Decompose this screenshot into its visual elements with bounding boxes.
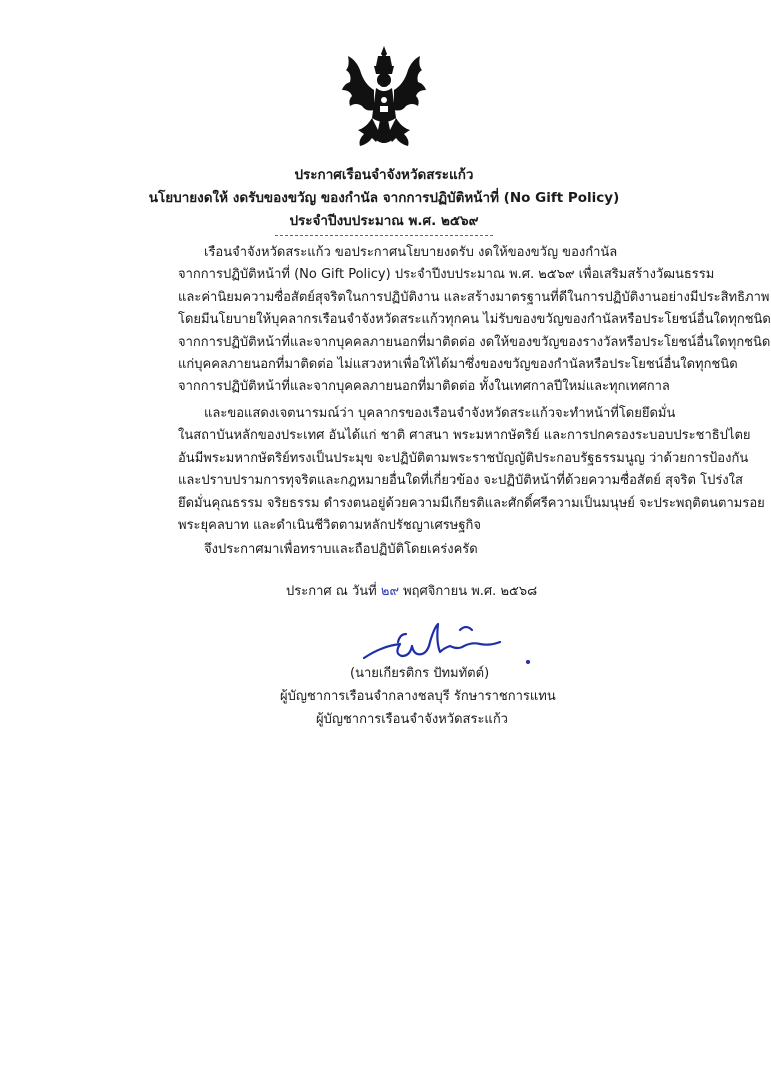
text-line: พระยุคลบาท และดำเนินชีวิตตามหลักปรัชญาเศรษฐกิจ (178, 518, 481, 534)
date-day: ๒๙ (380, 584, 399, 599)
text-line: ยึดมั่นคุณธรรม จริยธรรม ดำรงตนอยู่ด้วยความมีเกียรติและศักดิ์ศรีความเป็นมนุษย์ จะประพฤติตนตามรอย (178, 495, 765, 511)
signatory-title: ผู้บัญชาการเรือนจำจังหวัดสระแก้ว (316, 712, 508, 727)
closing-statement: จึงประกาศมาเพื่อทราบและถือปฏิบัติโดยเคร่งครัด (204, 542, 478, 557)
text-line: โดยมีนโยบายให้บุคลากรเรือนจำจังหวัดสระแก้วทุกคน ไม่รับของขวัญของกำนัลหรือประโยชน์อื่นใดทุกชนิด (178, 312, 771, 328)
paragraph-intent (178, 403, 765, 537)
text-line: แก่บุคคลภายนอกที่มาติดต่อ ไม่แสวงหาเพื่อให้ได้มาซึ่งของขวัญของกำนัลหรือประโยชน์อื่นใดทุกชนิด (178, 357, 738, 373)
text-line: ในสถาบันหลักของประเทศ อันได้แก่ ชาติ ศาสนา พระมหากษัตริย์ และการปกครองระบอบประชาธิปไตย (178, 428, 751, 444)
text-line: และขอแสดงเจตนารมณ์ว่า บุคลากรของเรือนจำจังหวัดสระแก้วจะทำหน้าที่โดยยึดมั่น (204, 406, 676, 421)
text-line: จากการปฏิบัติหน้าที่ (No Gift Policy) ประจำปีงบประมาณ พ.ศ. ๒๕๖๙ เพื่อเสริมสร้างวัฒนธรรม (178, 267, 715, 283)
text-line: และปราบปรามการทุจริตและกฎหมายอื่นใดที่เกี่ยวข้อง จะปฏิบัติหน้าที่ด้วยความซื่อสัตย์ สุจริต โปร่งใส (178, 473, 743, 489)
fiscal-year-line: ประจำปีงบประมาณ พ.ศ. ๒๕๖๙ (289, 213, 479, 229)
date-month-year: พฤศจิกายน พ.ศ. ๒๕๖๘ (403, 584, 538, 599)
text-line: และค่านิยมความซื่อสัตย์สุจริตในการปฏิบัติงาน และสร้างมาตรฐานที่ดีในการปฏิบัติงานอย่างมีประสิทธิภาพ (178, 289, 770, 305)
announcement-date (286, 580, 537, 601)
text-line: เรือนจำจังหวัดสระแก้ว ขอประกาศนโยบายงดรับ งดให้ของขวัญ ของกำนัล (204, 245, 618, 260)
text-line: จากการปฏิบัติหน้าที่และจากบุคคลภายนอกที่มาติดต่อ งดให้ของขวัญของรางวัลหรือประโยชน์อื่นใดทุกชนิด (178, 334, 771, 350)
signatory-name: (นายเกียรติกร ปัทมทัตต์) (350, 666, 490, 681)
paragraph-policy (178, 242, 771, 399)
title-divider (275, 235, 493, 236)
announcement-title: ประกาศเรือนจำจังหวัดสระแก้ว (294, 167, 474, 183)
date-prefix: ประกาศ ณ วันที่ (286, 584, 377, 599)
text-line: จากการปฏิบัติหน้าที่และจากบุคคลภายนอกที่มาติดต่อ ทั้งในเทศกาลปีใหม่และทุกเทศกาล (178, 379, 670, 395)
policy-subtitle: นโยบายงดให้ งดรับของขวัญ ของกำนัล จากการปฏิบัติหน้าที่ (No Gift Policy) (148, 190, 620, 206)
garuda-emblem-icon (336, 44, 432, 152)
signatory-title-acting: ผู้บัญชาการเรือนจำกลางชลบุรี รักษาราชการแทน (280, 689, 556, 704)
text-line: อันมีพระมหากษัตริย์ทรงเป็นประมุข จะปฏิบัติตามพระราชบัญญัติประกอบรัฐธรรมนูญ ว่าด้วยการป้องกัน (178, 450, 749, 466)
